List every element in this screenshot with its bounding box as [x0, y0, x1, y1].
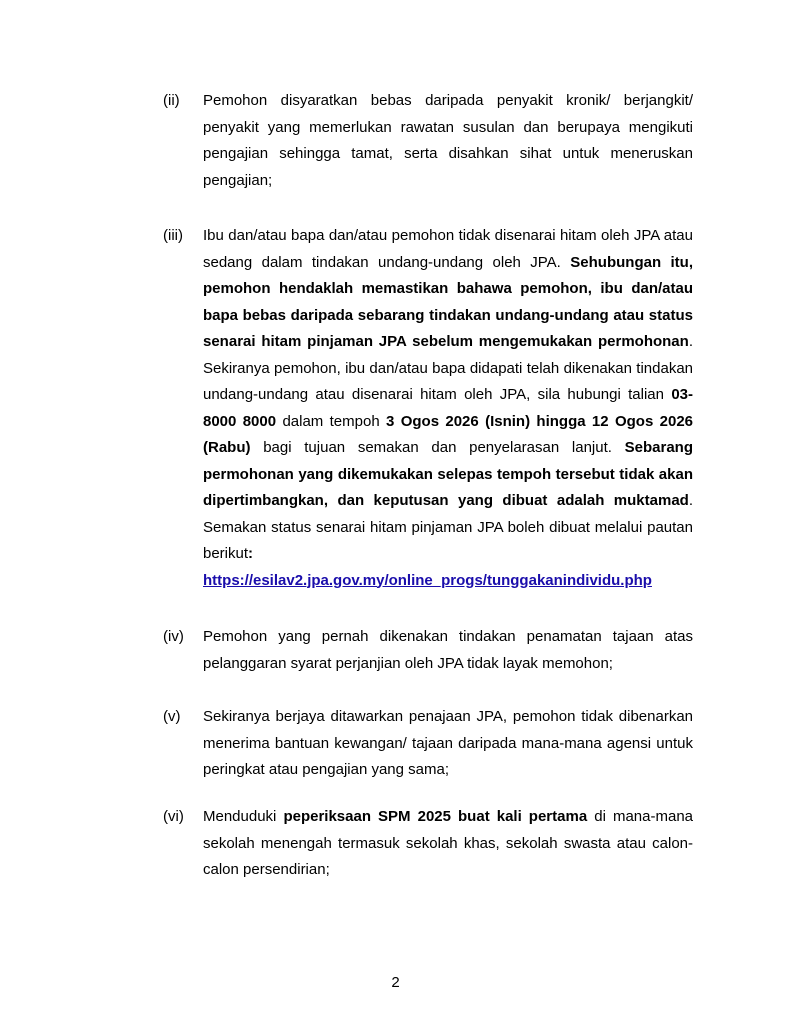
page-number: 2 — [391, 974, 400, 991]
phone-number: 03-8000 8000 — [203, 386, 693, 430]
item-text: Pemohon disyaratkan bebas daripada penyakit kronik/ berjangkit/ penyakit yang memerlukan rawatan susulan dan berupaya mengikuti pengajian sehingga tamat, serta disahkan sihat untuk meneruskan pengajian; — [203, 92, 693, 189]
item-text: Pemohon yang pernah dikenakan tindakan penamatan tajaan atas pelanggaran syarat perjanjian oleh JPA tidak layak memohon; — [203, 628, 693, 672]
item-marker: (ii) — [163, 92, 180, 109]
text-segment: bagi tujuan semakan dan penyelarasan lanjut. — [263, 439, 612, 456]
date-range: 3 Ogos 2026 (Isnin) hingga 12 Ogos 2026 (Rabu) — [203, 412, 693, 456]
list-item-vi — [163, 804, 693, 884]
text-segment: . Sekiranya pemohon, ibu dan/atau bapa didapati telah dikenakan tindakan undang-undang atau disenarai hitam oleh JPA, sila hubungi talian — [203, 333, 693, 403]
list-item-ii — [163, 88, 693, 194]
bold-segment: peperiksaan SPM 2025 buat kali pertama — [283, 808, 588, 825]
bold-segment: Sehubungan itu, pemohon hendaklah memastikan bahawa pemohon, ibu dan/atau bapa bebas daripada sebarang tindakan undang-undang atau status senarai hitam pinjaman JPA sebelum mengemukakan permohonan — [203, 253, 694, 350]
item-text: Sekiranya berjaya ditawarkan penajaan JPA, pemohon tidak dibenarkan menerima bantuan kewangan/ tajaan daripada mana-mana agensi untuk peringkat atau pengajian yang sama; — [203, 708, 693, 778]
text-segment: dalam tempoh — [282, 412, 380, 430]
text-segment: Menduduki — [203, 808, 277, 825]
item-text — [203, 223, 693, 594]
text-segment: di mana-mana sekolah menengah termasuk sekolah khas, sekolah swasta atau calon-calon persendirian; — [203, 808, 693, 878]
text-segment: Ibu dan/atau bapa dan/atau pemohon tidak disenarai hitam oleh JPA atau sedang dalam tindakan undang-undang oleh JPA. — [203, 227, 693, 271]
list-item-iv — [163, 624, 693, 677]
colon: : — [248, 545, 254, 562]
item-marker: (v) — [163, 708, 181, 725]
blacklist-check-link[interactable]: https://esilav2.jpa.gov.my/online_progs/tunggakanindividu.php — [203, 571, 652, 589]
item-marker: (vi) — [163, 808, 184, 825]
item-text — [203, 804, 693, 884]
item-marker: (iv) — [163, 628, 184, 645]
item-marker: (iii) — [163, 227, 183, 244]
list-item-iii — [163, 223, 693, 594]
text-segment: . Semakan status senarai hitam pinjaman JPA boleh dibuat melalui pautan berikut — [203, 492, 693, 562]
bold-segment: Sebarang permohonan yang dikemukakan selepas tempoh tersebut tidak akan dipertimbangkan, dan keputusan yang dibuat adalah muktamad — [203, 439, 693, 509]
list-item-v — [163, 704, 693, 784]
